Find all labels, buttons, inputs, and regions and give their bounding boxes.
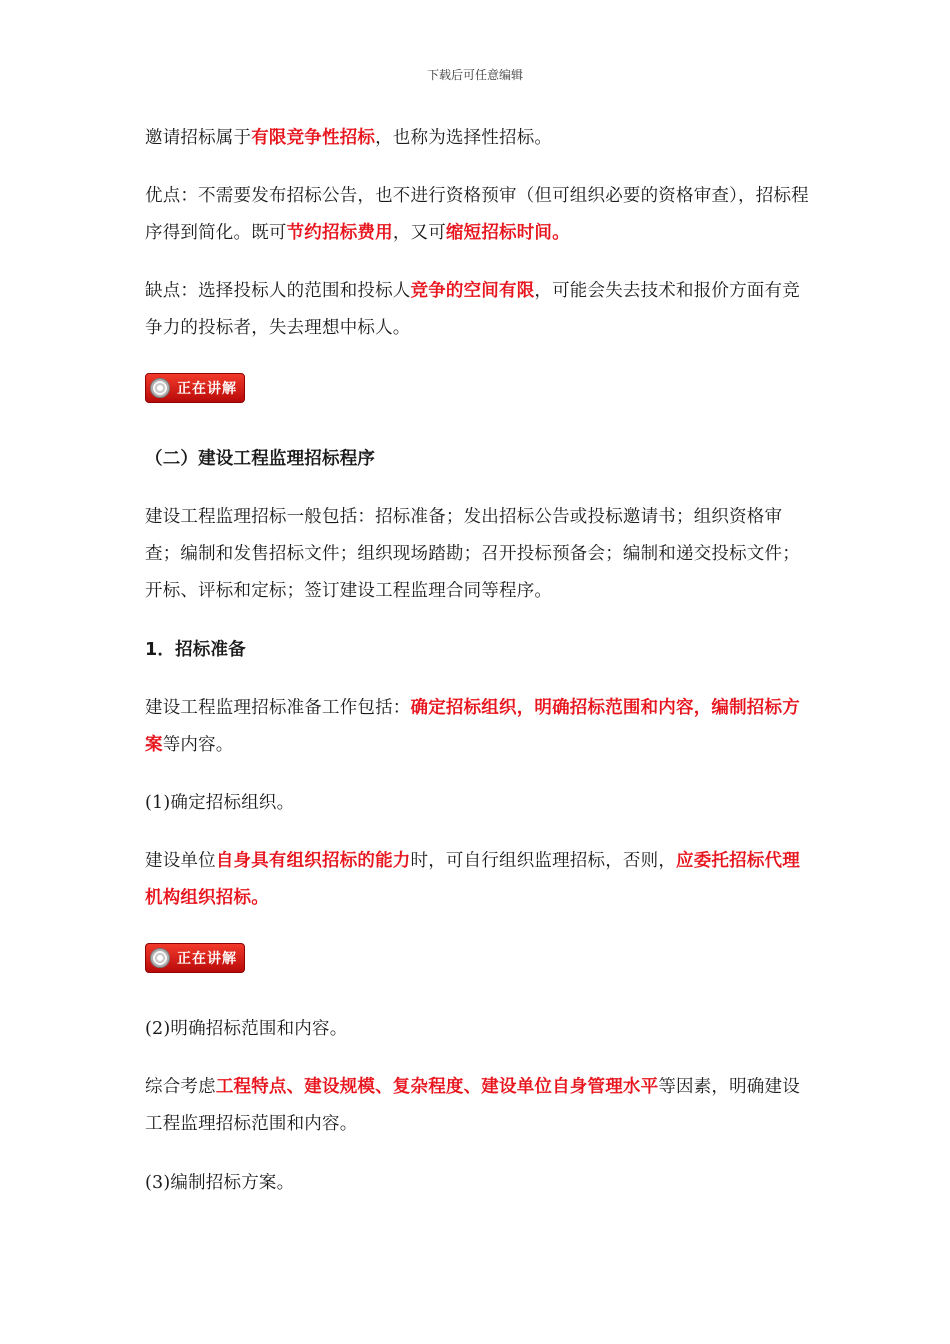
highlight-text: 缩短招标时间 — [445, 223, 553, 243]
highlight-text: 竞争的空间有限 — [410, 281, 535, 301]
text: 邀请招标属于 — [145, 128, 252, 148]
highlight-text: 工程特点、建设规模、复杂程度、建设单位自身管理水平 — [215, 1077, 659, 1097]
text: 综合考虑 — [145, 1077, 216, 1097]
text: 建设工程监理招标准备工作包括： — [145, 698, 411, 718]
paragraph-procedure: 建设工程监理招标一般包括：招标准备；发出招标公告或投标邀请书；组织资格审查；编制和发售招标文件；组织现场踏勘；召开投标预备会；编制和递交投标文件；开标、评标和定标；签订建设工程监理合同等程序。 — [145, 507, 800, 601]
text: ，又可 — [392, 223, 446, 243]
highlight-text: 节约招标费用 — [286, 223, 393, 243]
text: 等因素，明确建设工程监理招标范围和内容。 — [145, 1077, 800, 1134]
explaining-button-label: 正在讲解 — [177, 381, 237, 397]
paragraph-organization — [145, 843, 810, 917]
item-1: (1)确定招标组织。 — [145, 793, 295, 813]
text: ，可能会失去技术和报价方面有竞争力的投标者，失去理想中标人。 — [145, 281, 800, 338]
disc-icon — [150, 948, 170, 968]
paragraph-disadvantages — [145, 273, 810, 347]
highlight-text: 。 — [552, 223, 570, 243]
highlight-text: 。 — [251, 888, 269, 908]
item-3: (3)编制招标方案。 — [145, 1173, 295, 1193]
item-2: (2)明确招标范围和内容。 — [145, 1019, 348, 1039]
paragraph-invited-bidding — [145, 120, 810, 157]
paragraph-scope — [145, 1069, 810, 1143]
text: 建设单位 — [145, 851, 216, 871]
highlight-text: 自身具有组织招标的能力 — [215, 851, 411, 871]
explaining-button[interactable] — [145, 373, 245, 403]
text: 缺点：选择投标人的范围和投标人 — [145, 281, 411, 301]
page-header: 下载后可任意编辑 — [426, 68, 523, 82]
explaining-button-label: 正在讲解 — [177, 951, 237, 967]
explaining-button[interactable] — [145, 943, 245, 973]
highlight-text: 有限竞争性招标 — [251, 128, 376, 148]
text: 优点：不需要发布招标公告，也不进行资格预审（但可组织必要的资格审查），招标程序得到简化。既可 — [145, 186, 809, 243]
disc-icon — [150, 378, 170, 398]
highlight-text: 应委托招标代理机构组织招标 — [145, 851, 800, 908]
highlight-text: 确定招标组织，明确招标范围和内容，编制招标方案 — [145, 698, 800, 755]
paragraph-advantages — [145, 178, 810, 252]
section-heading: （二）建设工程监理招标程序 — [145, 449, 376, 469]
text: 等内容。 — [162, 735, 234, 755]
subsection-heading: 1．招标准备 — [145, 640, 246, 660]
paragraph-preparation — [145, 690, 810, 764]
text: 时，可自行组织监理招标，否则， — [410, 851, 677, 871]
text: ，也称为选择性招标。 — [375, 128, 553, 148]
